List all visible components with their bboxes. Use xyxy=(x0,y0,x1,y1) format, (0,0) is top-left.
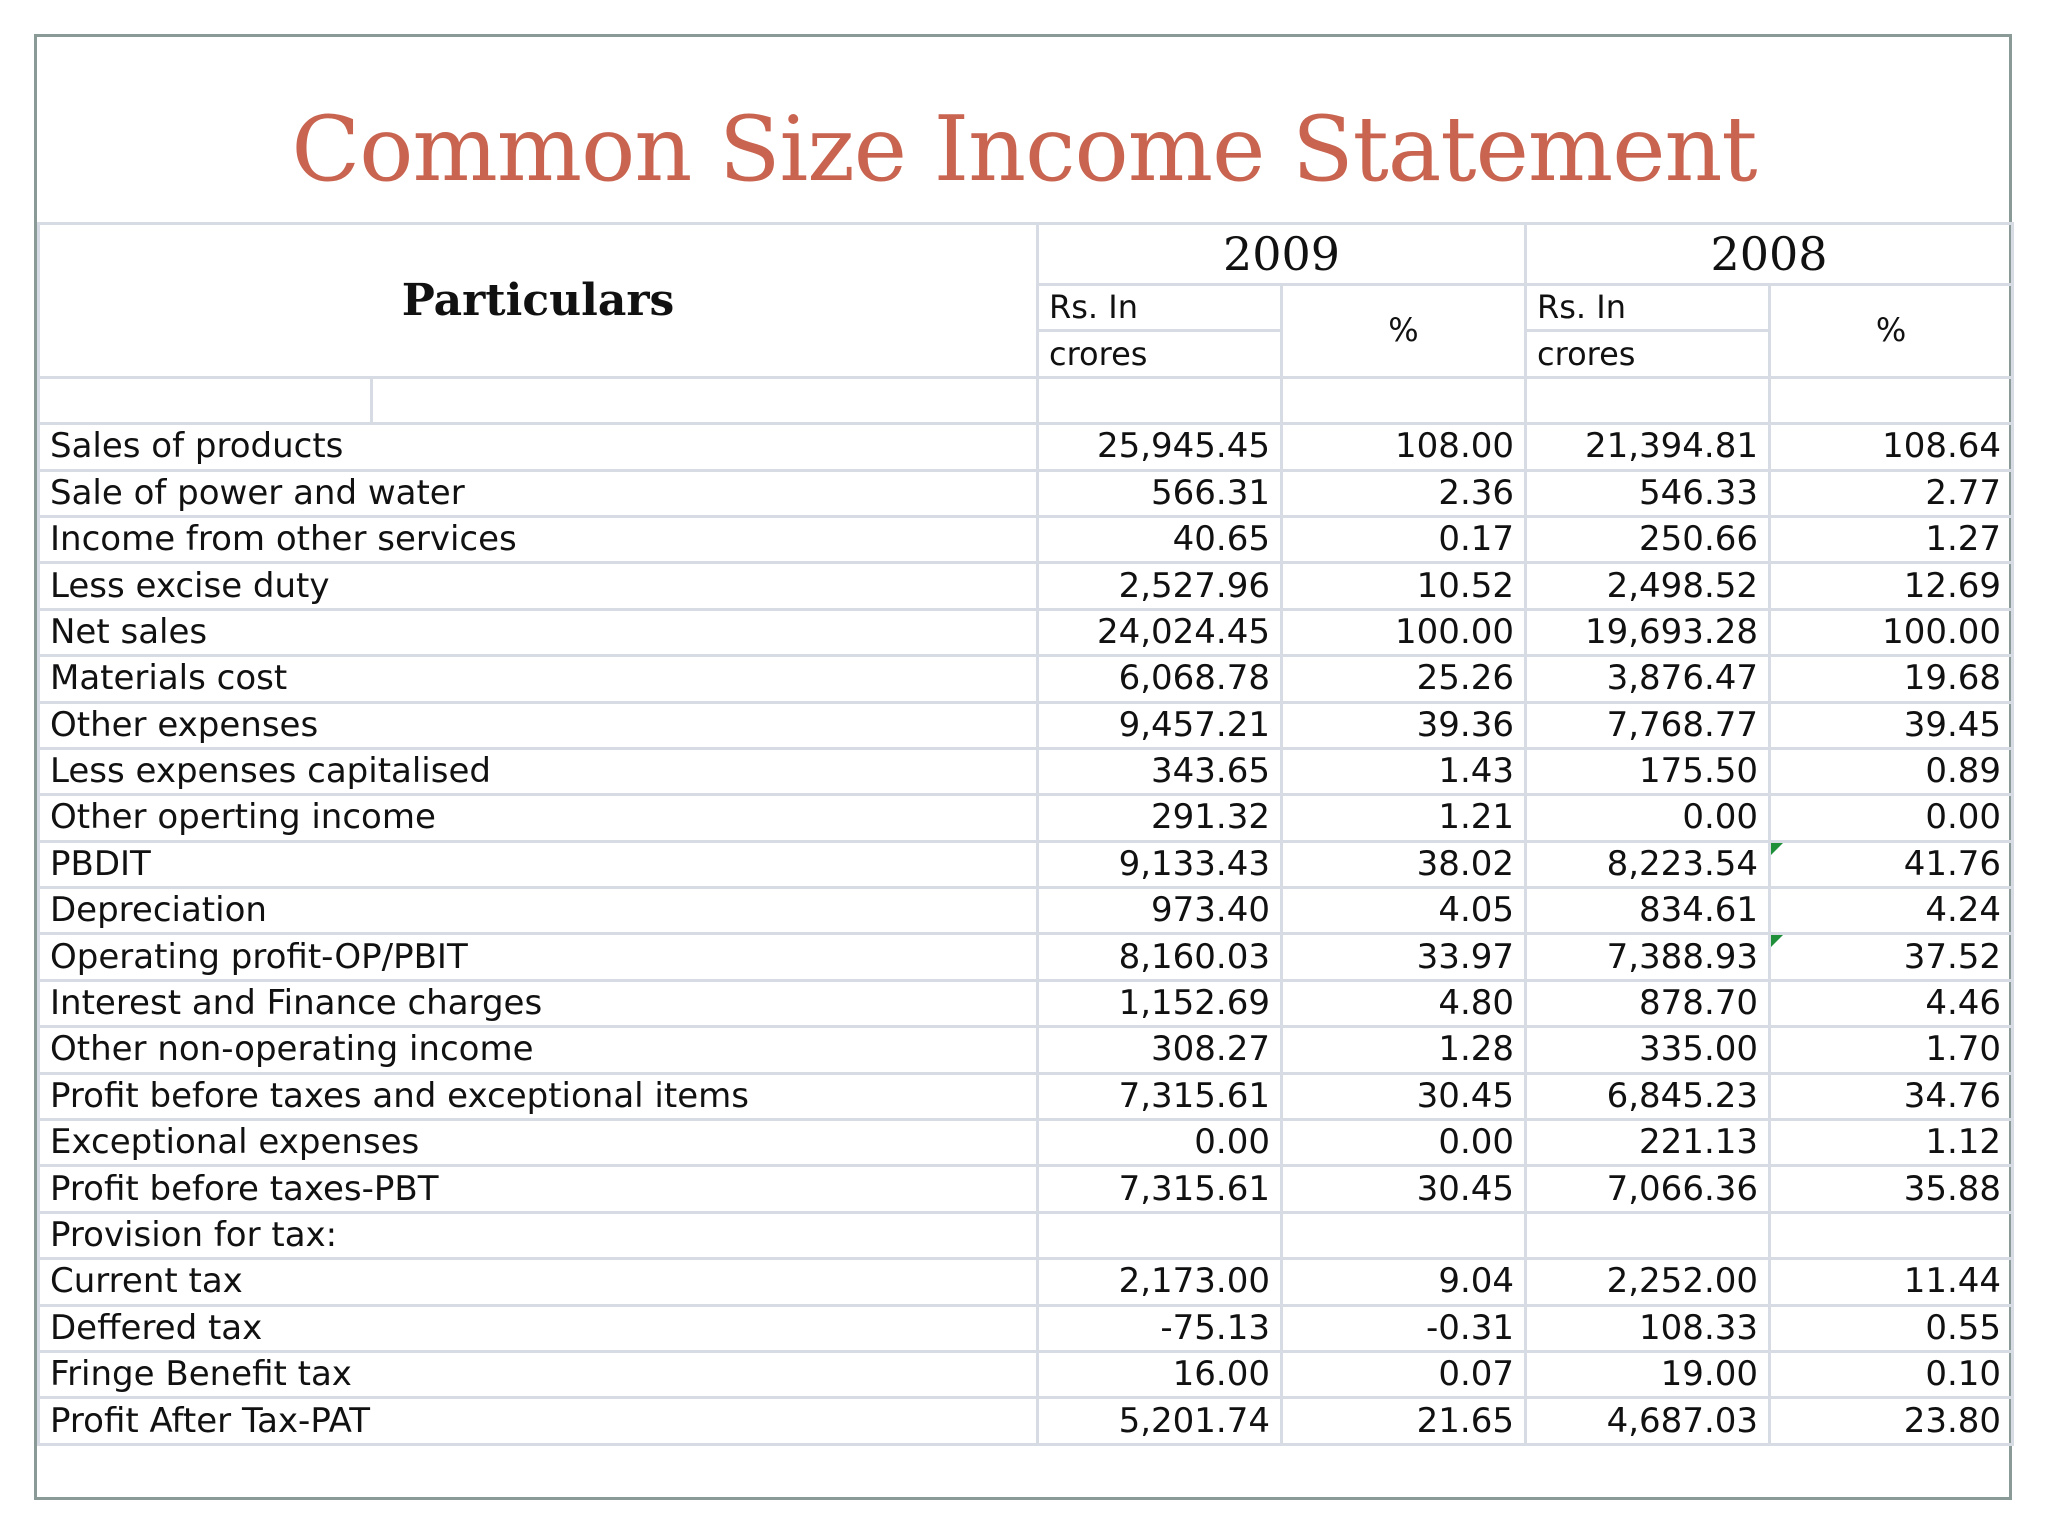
pct-2008-cell: 12.69 xyxy=(1770,563,2013,609)
value-2008-cell: 19,693.28 xyxy=(1526,609,1770,655)
pct-2008-cell: 37.52 xyxy=(1770,934,2013,980)
value-2008-cell: 0.00 xyxy=(1526,795,1770,841)
row-label: Fringe Benefit tax xyxy=(39,1351,1038,1397)
row-label: Less expenses capitalised xyxy=(39,748,1038,794)
pct-2008-cell: 0.00 xyxy=(1770,795,2013,841)
value-2008-cell: 2,498.52 xyxy=(1526,563,1770,609)
table-row xyxy=(39,516,2013,562)
pct-2008-cell: 19.68 xyxy=(1770,656,2013,702)
row-label: Exceptional expenses xyxy=(39,1120,1038,1166)
table-row xyxy=(39,841,2013,887)
table-row xyxy=(39,1259,2013,1305)
row-label: Operating profit-OP/PBIT xyxy=(39,934,1038,980)
year-2009-header: 2009 xyxy=(1038,224,1526,285)
pct-2008-cell: 23.80 xyxy=(1770,1398,2013,1444)
value-2008-cell: 834.61 xyxy=(1526,888,1770,934)
pct-2009-cell: 108.00 xyxy=(1282,424,1526,470)
row-label: Profit before taxes and exceptional items xyxy=(39,1073,1038,1119)
value-2008-cell: 8,223.54 xyxy=(1526,841,1770,887)
value-2009-cell: 291.32 xyxy=(1038,795,1282,841)
row-label: Other expenses xyxy=(39,702,1038,748)
table-row xyxy=(39,934,2013,980)
unit-2008-header-line2: crores xyxy=(1526,331,1770,377)
pct-2008-cell: 41.76 xyxy=(1770,841,2013,887)
value-2009-cell: 343.65 xyxy=(1038,748,1282,794)
year-2008-header: 2008 xyxy=(1526,224,2013,285)
pct-2008-cell: 11.44 xyxy=(1770,1259,2013,1305)
row-label: Sales of products xyxy=(39,424,1038,470)
value-2009-cell: 7,315.61 xyxy=(1038,1073,1282,1119)
value-2008-cell: 19.00 xyxy=(1526,1351,1770,1397)
pct-2009-cell: 2.36 xyxy=(1282,470,1526,516)
value-2009-cell: 2,527.96 xyxy=(1038,563,1282,609)
pct-2009-cell: -0.31 xyxy=(1282,1305,1526,1351)
pct-2008-cell: 0.55 xyxy=(1770,1305,2013,1351)
table-row xyxy=(39,609,2013,655)
pct-2008-cell xyxy=(1770,1212,2013,1258)
row-label: Less excise duty xyxy=(39,563,1038,609)
value-2009-cell: 2,173.00 xyxy=(1038,1259,1282,1305)
pct-2008-cell: 4.46 xyxy=(1770,980,2013,1026)
table-row xyxy=(39,1305,2013,1351)
pct-2009-cell: 25.26 xyxy=(1282,656,1526,702)
value-2009-cell: 5,201.74 xyxy=(1038,1398,1282,1444)
pct-2009-cell: 1.21 xyxy=(1282,795,1526,841)
value-2009-cell: 0.00 xyxy=(1038,1120,1282,1166)
value-2008-cell: 878.70 xyxy=(1526,980,1770,1026)
pct-2009-cell: 1.28 xyxy=(1282,1027,1526,1073)
table-row xyxy=(39,470,2013,516)
table-row xyxy=(39,1120,2013,1166)
pct-2009-cell: 30.45 xyxy=(1282,1073,1526,1119)
table-row xyxy=(39,563,2013,609)
table-row xyxy=(39,795,2013,841)
table-row xyxy=(39,424,2013,470)
row-label: Net sales xyxy=(39,609,1038,655)
table-row xyxy=(39,1398,2013,1444)
value-2009-cell: 40.65 xyxy=(1038,516,1282,562)
table-row xyxy=(39,1212,2013,1258)
income-statement-table xyxy=(37,222,2014,1446)
row-label: Sale of power and water xyxy=(39,470,1038,516)
particulars-header: Particulars xyxy=(39,224,1038,378)
spacer-cell xyxy=(1770,377,2013,423)
pct-2009-cell: 33.97 xyxy=(1282,934,1526,980)
table-row xyxy=(39,1073,2013,1119)
row-label: Depreciation xyxy=(39,888,1038,934)
pct-2009-cell: 39.36 xyxy=(1282,702,1526,748)
value-2009-cell: 24,024.45 xyxy=(1038,609,1282,655)
value-2009-cell: 7,315.61 xyxy=(1038,1166,1282,1212)
page-title: Common Size Income Statement xyxy=(291,97,1757,202)
pct-2008-cell: 0.89 xyxy=(1770,748,2013,794)
value-2008-cell: 221.13 xyxy=(1526,1120,1770,1166)
pct-2009-cell: 9.04 xyxy=(1282,1259,1526,1305)
value-2008-cell: 335.00 xyxy=(1526,1027,1770,1073)
value-2008-cell: 250.66 xyxy=(1526,516,1770,562)
pct-2008-cell: 2.77 xyxy=(1770,470,2013,516)
value-2009-cell: 973.40 xyxy=(1038,888,1282,934)
spacer-cell xyxy=(372,377,1038,423)
value-2008-cell: 175.50 xyxy=(1526,748,1770,794)
value-2009-cell: 25,945.45 xyxy=(1038,424,1282,470)
pct-2009-cell: 4.05 xyxy=(1282,888,1526,934)
row-label: Other operting income xyxy=(39,795,1038,841)
value-2008-cell: 4,687.03 xyxy=(1526,1398,1770,1444)
value-2009-cell: 16.00 xyxy=(1038,1351,1282,1397)
value-2009-cell: 9,457.21 xyxy=(1038,702,1282,748)
pct-2009-cell xyxy=(1282,1212,1526,1258)
value-2008-cell: 21,394.81 xyxy=(1526,424,1770,470)
pct-2008-cell: 108.64 xyxy=(1770,424,2013,470)
pct-2008-cell: 35.88 xyxy=(1770,1166,2013,1212)
table-body xyxy=(39,424,2013,1445)
table-row xyxy=(39,702,2013,748)
row-label: Other non-operating income xyxy=(39,1027,1038,1073)
table-row xyxy=(39,888,2013,934)
row-label: Materials cost xyxy=(39,656,1038,702)
pct-2008-cell: 1.12 xyxy=(1770,1120,2013,1166)
unit-2009-header: Rs. In xyxy=(1038,285,1282,331)
pct-2009-cell: 100.00 xyxy=(1282,609,1526,655)
table-row xyxy=(39,656,2013,702)
row-label: Deffered tax xyxy=(39,1305,1038,1351)
value-2008-cell: 546.33 xyxy=(1526,470,1770,516)
table-row xyxy=(39,1351,2013,1397)
value-2009-cell: 1,152.69 xyxy=(1038,980,1282,1026)
pct-2008-cell: 100.00 xyxy=(1770,609,2013,655)
value-2009-cell: 9,133.43 xyxy=(1038,841,1282,887)
pct-2009-cell: 1.43 xyxy=(1282,748,1526,794)
pct-2009-cell: 10.52 xyxy=(1282,563,1526,609)
pct-2008-cell: 0.10 xyxy=(1770,1351,2013,1397)
table-row xyxy=(39,1027,2013,1073)
row-label: PBDIT xyxy=(39,841,1038,887)
spacer-row xyxy=(39,377,2013,423)
spacer-cell xyxy=(1282,377,1526,423)
unit-2009-header-line2: crores xyxy=(1038,331,1282,377)
value-2008-cell: 7,066.36 xyxy=(1526,1166,1770,1212)
table-row xyxy=(39,1166,2013,1212)
value-2008-cell: 7,768.77 xyxy=(1526,702,1770,748)
row-label: Income from other services xyxy=(39,516,1038,562)
value-2009-cell: 6,068.78 xyxy=(1038,656,1282,702)
row-label: Profit After Tax-PAT xyxy=(39,1398,1038,1444)
pct-2009-cell: 0.17 xyxy=(1282,516,1526,562)
pct-2008-cell: 1.70 xyxy=(1770,1027,2013,1073)
pct-2009-cell: 38.02 xyxy=(1282,841,1526,887)
row-label: Provision for tax: xyxy=(39,1212,1038,1258)
pct-2008-cell: 1.27 xyxy=(1770,516,2013,562)
spacer-cell xyxy=(1038,377,1282,423)
pct-2008-header: % xyxy=(1770,285,2013,378)
pct-2009-header: % xyxy=(1282,285,1526,378)
row-label: Interest and Finance charges xyxy=(39,980,1038,1026)
pct-2009-cell: 0.07 xyxy=(1282,1351,1526,1397)
pct-2008-cell: 39.45 xyxy=(1770,702,2013,748)
value-2008-cell: 6,845.23 xyxy=(1526,1073,1770,1119)
value-2009-cell: -75.13 xyxy=(1038,1305,1282,1351)
table-row xyxy=(39,748,2013,794)
table-header xyxy=(39,224,2013,424)
unit-2008-header: Rs. In xyxy=(1526,285,1770,331)
spacer-cell xyxy=(1526,377,1770,423)
pct-2008-cell: 4.24 xyxy=(1770,888,2013,934)
pct-2009-cell: 21.65 xyxy=(1282,1398,1526,1444)
value-2009-cell: 566.31 xyxy=(1038,470,1282,516)
pct-2009-cell: 4.80 xyxy=(1282,980,1526,1026)
value-2008-cell xyxy=(1526,1212,1770,1258)
table-row xyxy=(39,980,2013,1026)
row-label: Current tax xyxy=(39,1259,1038,1305)
value-2008-cell: 2,252.00 xyxy=(1526,1259,1770,1305)
value-2009-cell: 308.27 xyxy=(1038,1027,1282,1073)
value-2009-cell xyxy=(1038,1212,1282,1258)
value-2008-cell: 7,388.93 xyxy=(1526,934,1770,980)
pct-2009-cell: 30.45 xyxy=(1282,1166,1526,1212)
pct-2009-cell: 0.00 xyxy=(1282,1120,1526,1166)
row-label: Profit before taxes-PBT xyxy=(39,1166,1038,1212)
value-2009-cell: 8,160.03 xyxy=(1038,934,1282,980)
spacer-cell xyxy=(39,377,372,423)
pct-2008-cell: 34.76 xyxy=(1770,1073,2013,1119)
value-2008-cell: 108.33 xyxy=(1526,1305,1770,1351)
value-2008-cell: 3,876.47 xyxy=(1526,656,1770,702)
